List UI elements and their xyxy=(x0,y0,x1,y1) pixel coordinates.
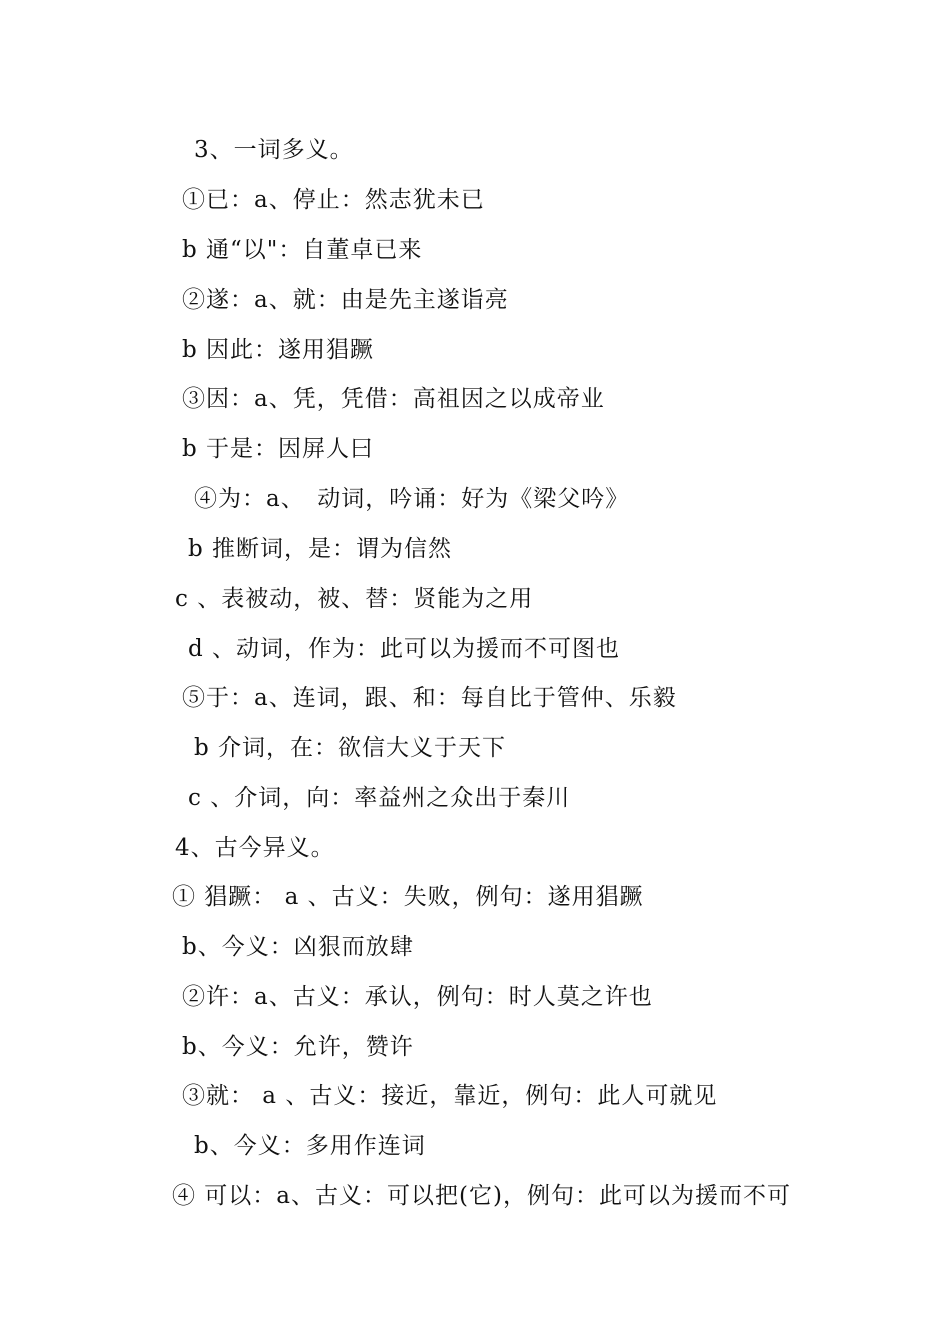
text-line: ②遂：a、就：由是先主遂诣亮 xyxy=(182,287,509,313)
text-line: b 推断词，是：谓为信然 xyxy=(188,536,453,562)
text-line: d 、动词，作为：此可以为援而不可图也 xyxy=(188,636,621,662)
text-line: ②许：a、古义：承认，例句：时人莫之许也 xyxy=(182,984,653,1010)
text-line: b 介词，在：欲信大义于天下 xyxy=(194,735,507,761)
text-line: ④为：a、 动词，吟诵：好为《梁父吟》 xyxy=(194,486,630,512)
text-line: b 通“以"：自董卓已来 xyxy=(182,237,423,263)
text-line: b、今义：凶狠而放肆 xyxy=(182,934,414,960)
text-line: ③就： a 、古义：接近，靠近，例句：此人可就见 xyxy=(182,1083,718,1109)
text-line: ④ 可以：a、古义：可以把(它)，例句：此可以为援而不可 xyxy=(172,1183,791,1209)
text-line: ③因：a、凭，凭借：高祖因之以成帝业 xyxy=(182,386,605,412)
text-line: ①已：a、停止：然志犹未已 xyxy=(182,187,485,213)
section-heading-polysemy: 3、一词多义。 xyxy=(194,137,354,163)
text-line: b、今义：多用作连词 xyxy=(194,1133,426,1159)
section-heading-ancient-modern: 4、古今异义。 xyxy=(175,835,335,861)
text-line: b、今义：允许，赞许 xyxy=(182,1034,414,1060)
text-line: b 于是：因屏人曰 xyxy=(182,436,375,462)
text-line: ⑤于：a、连词，跟、和：每自比于管仲、乐毅 xyxy=(182,685,677,711)
text-line: b 因此：遂用猖蹶 xyxy=(182,337,375,363)
text-line: c 、介词，向：率益州之众出于秦川 xyxy=(188,785,571,811)
text-line: ① 猖蹶： a 、古义：失败，例句：遂用猖蹶 xyxy=(172,884,644,910)
text-line: c 、表被动，被、替：贤能为之用 xyxy=(175,586,534,612)
